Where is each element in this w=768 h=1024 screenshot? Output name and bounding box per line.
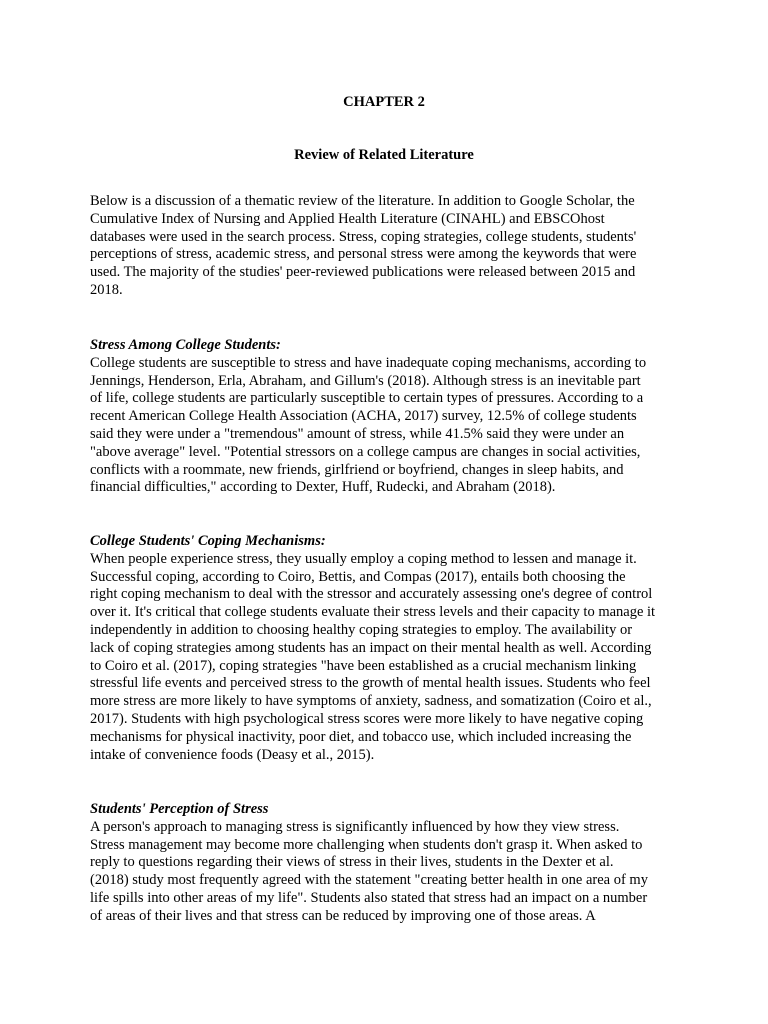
paragraph-line: A person's approach to managing stress is significantly influenced by how they view stress.	[90, 818, 620, 835]
section-stress-among-college-students	[90, 337, 682, 497]
paragraph-line: said they were under a "tremendous" amount of stress, while 41.5% said they were under an	[90, 425, 625, 442]
section-heading: Students' Perception of Stress	[90, 801, 269, 817]
section-heading: Stress Among College Students:	[90, 337, 281, 353]
paragraph-line: independently in addition to choosing healthy coping strategies to employ. The availability or	[90, 621, 633, 638]
paragraph-line: recent American College Health Association (ACHA, 2017) survey, 12.5% of college students	[90, 408, 637, 425]
intro-paragraph	[90, 193, 682, 300]
paragraph-line: financial difficulties," according to Dexter, Huff, Rudecki, and Abraham (2018).	[90, 479, 556, 496]
chapter-title: Review of Related Literature	[294, 147, 474, 163]
paragraph-line: "above average" level. "Potential stressors on a college campus are changes in social activities,	[90, 443, 641, 460]
paragraph-line: conflicts with a roommate, new friends, girlfriend or boyfriend, changes in sleep habits, and	[90, 461, 624, 478]
section-coping-mechanisms	[90, 533, 682, 764]
paragraph-line: to Coiro et al. (2017), coping strategies "have been established as a crucial mechanism linking	[90, 657, 637, 674]
intro-line: 2018.	[90, 281, 123, 298]
intro-line: Below is a discussion of a thematic review of the literature. In addition to Google Scholar, the	[90, 193, 635, 209]
intro-line: Cumulative Index of Nursing and Applied Health Literature (CINAHL) and EBSCOhost	[90, 210, 605, 227]
section-perception-of-stress	[90, 801, 682, 926]
paragraph-line: right coping mechanism to deal with the stressor and accurately assessing one's degree of control	[90, 586, 653, 603]
chapter-heading: CHAPTER 2	[343, 94, 425, 110]
paragraph-line: stressful life events and perceived stress to the growth of mental health issues. Students who feel	[90, 675, 651, 692]
section-heading: College Students' Coping Mechanisms:	[90, 533, 326, 549]
intro-line: databases were used in the search process. Stress, coping strategies, college students, students'	[90, 228, 637, 245]
paragraph-line: lack of coping strategies among students has an impact on their mental health as well. According	[90, 639, 652, 656]
paragraph-line: life spills into other areas of my life". Students also stated that stress had an impact on a number	[90, 889, 648, 906]
paragraph-line: When people experience stress, they usually employ a coping method to lessen and manage it.	[90, 550, 637, 567]
paragraph-line: 2017). Students with high psychological stress scores were more likely to have negative coping	[90, 710, 644, 727]
paragraph-line: over it. It's critical that college students evaluate their stress levels and their capacity to manage it	[90, 604, 656, 621]
paragraph-line: Stress management may become more challenging when students don't grasp it. When asked to	[90, 836, 643, 853]
paragraph-line: intake of convenience foods (Deasy et al., 2015).	[90, 746, 375, 763]
paragraph-line: mechanisms for physical inactivity, poor diet, and tobacco use, which included increasing the	[90, 728, 632, 745]
paragraph-line: College students are susceptible to stress and have inadequate coping mechanisms, according to	[90, 354, 647, 371]
paragraph-line: of areas of their lives and that stress can be reduced by improving one of those areas. A	[90, 907, 596, 924]
intro-line: perceptions of stress, academic stress, and personal stress were among the keywords that were	[90, 246, 637, 263]
paragraph-line: of life, college students are particularly susceptible to certain types of pressures. According to a	[90, 390, 644, 407]
paragraph-line: (2018) study most frequently agreed with the statement "creating better health in one area of my	[90, 872, 648, 889]
paragraph-line: Jennings, Henderson, Erla, Abraham, and Gillum's (2018). Although stress is an inevitable part	[90, 372, 641, 389]
intro-line: used. The majority of the studies' peer-reviewed publications were released between 2015 and	[90, 264, 636, 281]
paragraph-line: more stress are more likely to have symptoms of anxiety, sadness, and somatization (Coiro et al.,	[90, 693, 652, 710]
paragraph-line: Successful coping, according to Coiro, Bettis, and Compas (2017), entails both choosing the	[90, 568, 626, 585]
paragraph-line: reply to questions regarding their views of stress in their lives, students in the Dexter et al.	[90, 854, 614, 871]
